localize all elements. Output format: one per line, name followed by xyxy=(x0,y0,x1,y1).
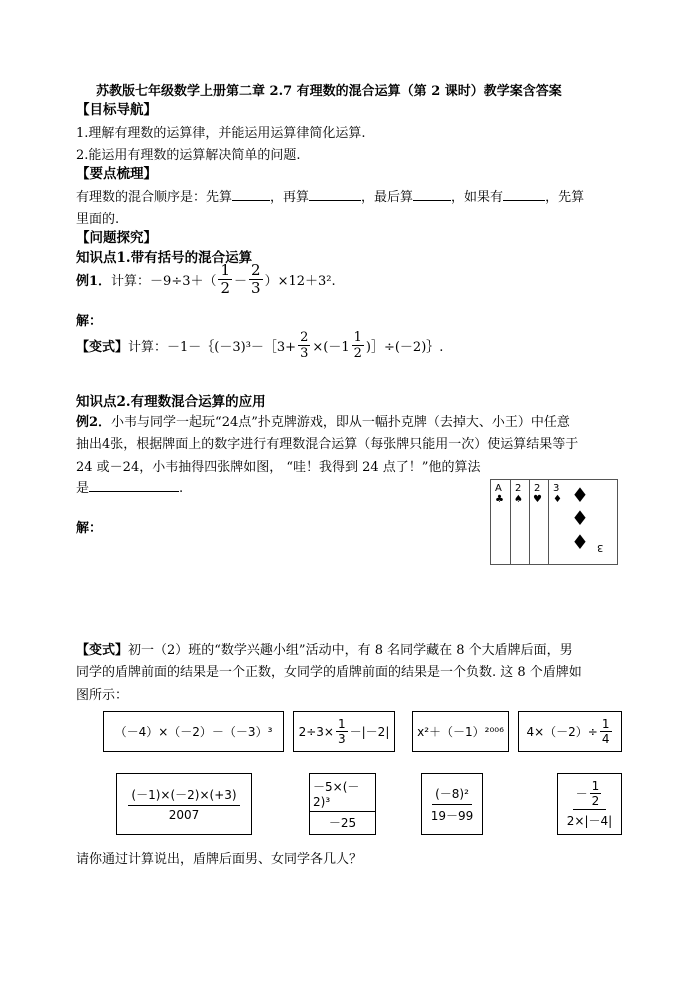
numerator: 2 xyxy=(300,330,309,345)
question: 请你通过计算说出，盾牌后面男、女同学各几人？ xyxy=(76,852,363,867)
numerator: 1 xyxy=(353,330,362,345)
numerator: －5×(－2)³ xyxy=(310,778,375,812)
text: )］÷(－2)｝. xyxy=(365,340,444,355)
denominator: 4 xyxy=(601,732,610,746)
shield-3 xyxy=(412,711,509,752)
fill-blank[interactable] xyxy=(503,188,545,201)
card-ace-clubs xyxy=(491,480,511,564)
numerator: (－1)×(－2)×(+3) xyxy=(128,786,239,806)
shield-expression xyxy=(128,786,239,822)
fill-blank[interactable] xyxy=(232,188,270,201)
text: 有理数的混合顺序是：先算 xyxy=(76,190,233,205)
heart-icon: ♥ xyxy=(533,494,542,505)
denominator: 19－99 xyxy=(430,808,474,823)
shield-5 xyxy=(116,773,252,835)
shield-expression xyxy=(564,780,615,829)
goal-item: 2.能运用有理数的运算解决简单的问题. xyxy=(76,148,301,163)
keypoints-line2: 里面的. xyxy=(76,212,120,227)
card-three-diamonds xyxy=(548,480,616,564)
numerator: 1 xyxy=(601,717,610,731)
fill-blank[interactable] xyxy=(413,188,451,201)
card-rank: 2 xyxy=(534,483,541,494)
numerator: 1 xyxy=(220,261,231,279)
shield-expression xyxy=(428,785,477,824)
denominator: 2 xyxy=(591,793,600,808)
text: 小韦与同学一起玩“24点”扑克牌游戏，即从一幅扑克牌（去掉大、小王）中任意 xyxy=(111,415,570,430)
shield-7 xyxy=(421,773,483,835)
fraction xyxy=(600,718,612,745)
example2-line xyxy=(76,411,570,430)
fraction xyxy=(298,331,310,360)
card-rank: A xyxy=(495,483,502,494)
solve-label: 解： xyxy=(76,521,103,536)
text: ，先算 xyxy=(545,190,585,205)
shield-expression xyxy=(526,718,613,745)
variant2-line: 同学的盾牌前面的结果是一个正数，女同学的盾牌前面的结果是一个负数. 这 8 个盾牌如 xyxy=(76,665,582,680)
text: 是 xyxy=(76,481,90,496)
fraction xyxy=(218,263,232,296)
diamond-icon: ♦ xyxy=(571,530,589,554)
variant1 xyxy=(76,331,443,360)
shield-4 xyxy=(518,711,622,752)
diamond-icon: ♦ xyxy=(553,494,562,505)
card-rank: 2 xyxy=(515,483,522,494)
denominator: 2×|－4| xyxy=(566,813,613,828)
example-label: 例1． xyxy=(76,274,112,289)
variant-label: 【变式】 xyxy=(76,340,129,355)
text: ，如果有 xyxy=(451,190,504,205)
club-icon: ♣ xyxy=(495,494,504,505)
numerator: 1 xyxy=(338,717,346,731)
variant2-line xyxy=(76,639,573,658)
text: － xyxy=(234,274,248,289)
text: － xyxy=(575,786,588,801)
diamond-icon: ♦ xyxy=(571,483,589,507)
card-two-spades xyxy=(510,480,530,564)
numerator: 1 xyxy=(591,778,600,793)
variant-label: 【变式】 xyxy=(76,643,129,658)
fraction xyxy=(352,331,364,360)
page-title: 苏教版七年级数学上册第二章 2.7 有理数的混合运算（第 2 课时）教学案含答案 xyxy=(96,84,562,99)
text: 计算：－1－｛(－3)³－［3+ xyxy=(128,340,297,355)
denominator: 2007 xyxy=(168,808,200,822)
text: －|－2| xyxy=(349,725,390,739)
keypoints-heading: 【要点梳理】 xyxy=(76,166,157,182)
keypoints-line1 xyxy=(76,186,584,205)
denominator: 2 xyxy=(220,279,231,297)
fraction xyxy=(249,263,263,296)
goal-item: 1.理解有理数的运算律，并能运用运算律简化运算. xyxy=(76,126,366,141)
variant2-line: 图所示： xyxy=(76,688,129,703)
example2-line: 24 或－24，小韦抽得四张牌如图， “哇！我得到 24 点了！”他的算法 xyxy=(76,460,481,475)
text: ×(－1 xyxy=(312,340,350,355)
shield-expression: （－4）×（－2）－（－3）³ xyxy=(114,725,273,739)
shield-1 xyxy=(103,711,284,752)
kp2-heading: 知识点2.有理数混合运算的应用 xyxy=(76,394,266,410)
example1 xyxy=(76,263,336,296)
shield-expression xyxy=(310,778,375,831)
shield-8 xyxy=(557,773,622,835)
diamond-icon: ♦ xyxy=(571,506,589,530)
text: 4×（－2）÷ xyxy=(526,725,598,739)
playing-cards-figure xyxy=(490,479,618,565)
shield-6 xyxy=(309,773,376,835)
text: ，再算 xyxy=(270,190,310,205)
spade-icon: ♠ xyxy=(514,494,523,505)
example2-line: 是 . xyxy=(76,481,184,496)
example-label: 例2． xyxy=(76,415,112,430)
shield-expression: x²＋（－1）²⁰⁰⁶ xyxy=(417,725,504,739)
numerator: 2 xyxy=(251,261,261,279)
card-rank-inverted: 3 xyxy=(597,542,604,553)
denominator: 2 xyxy=(353,346,362,361)
fill-blank[interactable] xyxy=(89,479,179,492)
numerator xyxy=(573,780,607,810)
goals-heading: 【目标导航】 xyxy=(76,102,157,118)
kp1-heading: 知识点1.带有括号的混合运算 xyxy=(76,250,253,266)
denominator: 3 xyxy=(338,732,346,746)
text: 计算：－9÷3＋（ xyxy=(111,274,217,289)
card-two-hearts xyxy=(529,480,549,564)
denominator: 3 xyxy=(300,346,309,361)
fraction xyxy=(336,718,348,745)
card-rank: 3 xyxy=(553,483,560,494)
text: 初一（2）班的“数学兴趣小组”活动中，有 8 名同学藏在 8 个大盾牌后面，男 xyxy=(128,643,573,658)
shield-expression xyxy=(299,718,390,745)
fill-blank[interactable] xyxy=(309,188,361,201)
denominator: 3 xyxy=(251,279,261,297)
example2-line: 抽出4张，根据牌面上的数字进行有理数混合运算（每张牌只能用一次）使运算结果等于 xyxy=(76,437,579,452)
text: 2÷3× xyxy=(298,724,334,739)
explore-heading: 【问题探究】 xyxy=(76,230,157,246)
shield-2 xyxy=(293,711,395,752)
text: ，最后算 xyxy=(361,190,414,205)
solve-label: 解： xyxy=(76,314,103,329)
fraction xyxy=(590,780,602,807)
denominator: －25 xyxy=(328,815,357,830)
text: ）×12＋3². xyxy=(264,274,336,289)
numerator: (－8)² xyxy=(432,785,472,805)
